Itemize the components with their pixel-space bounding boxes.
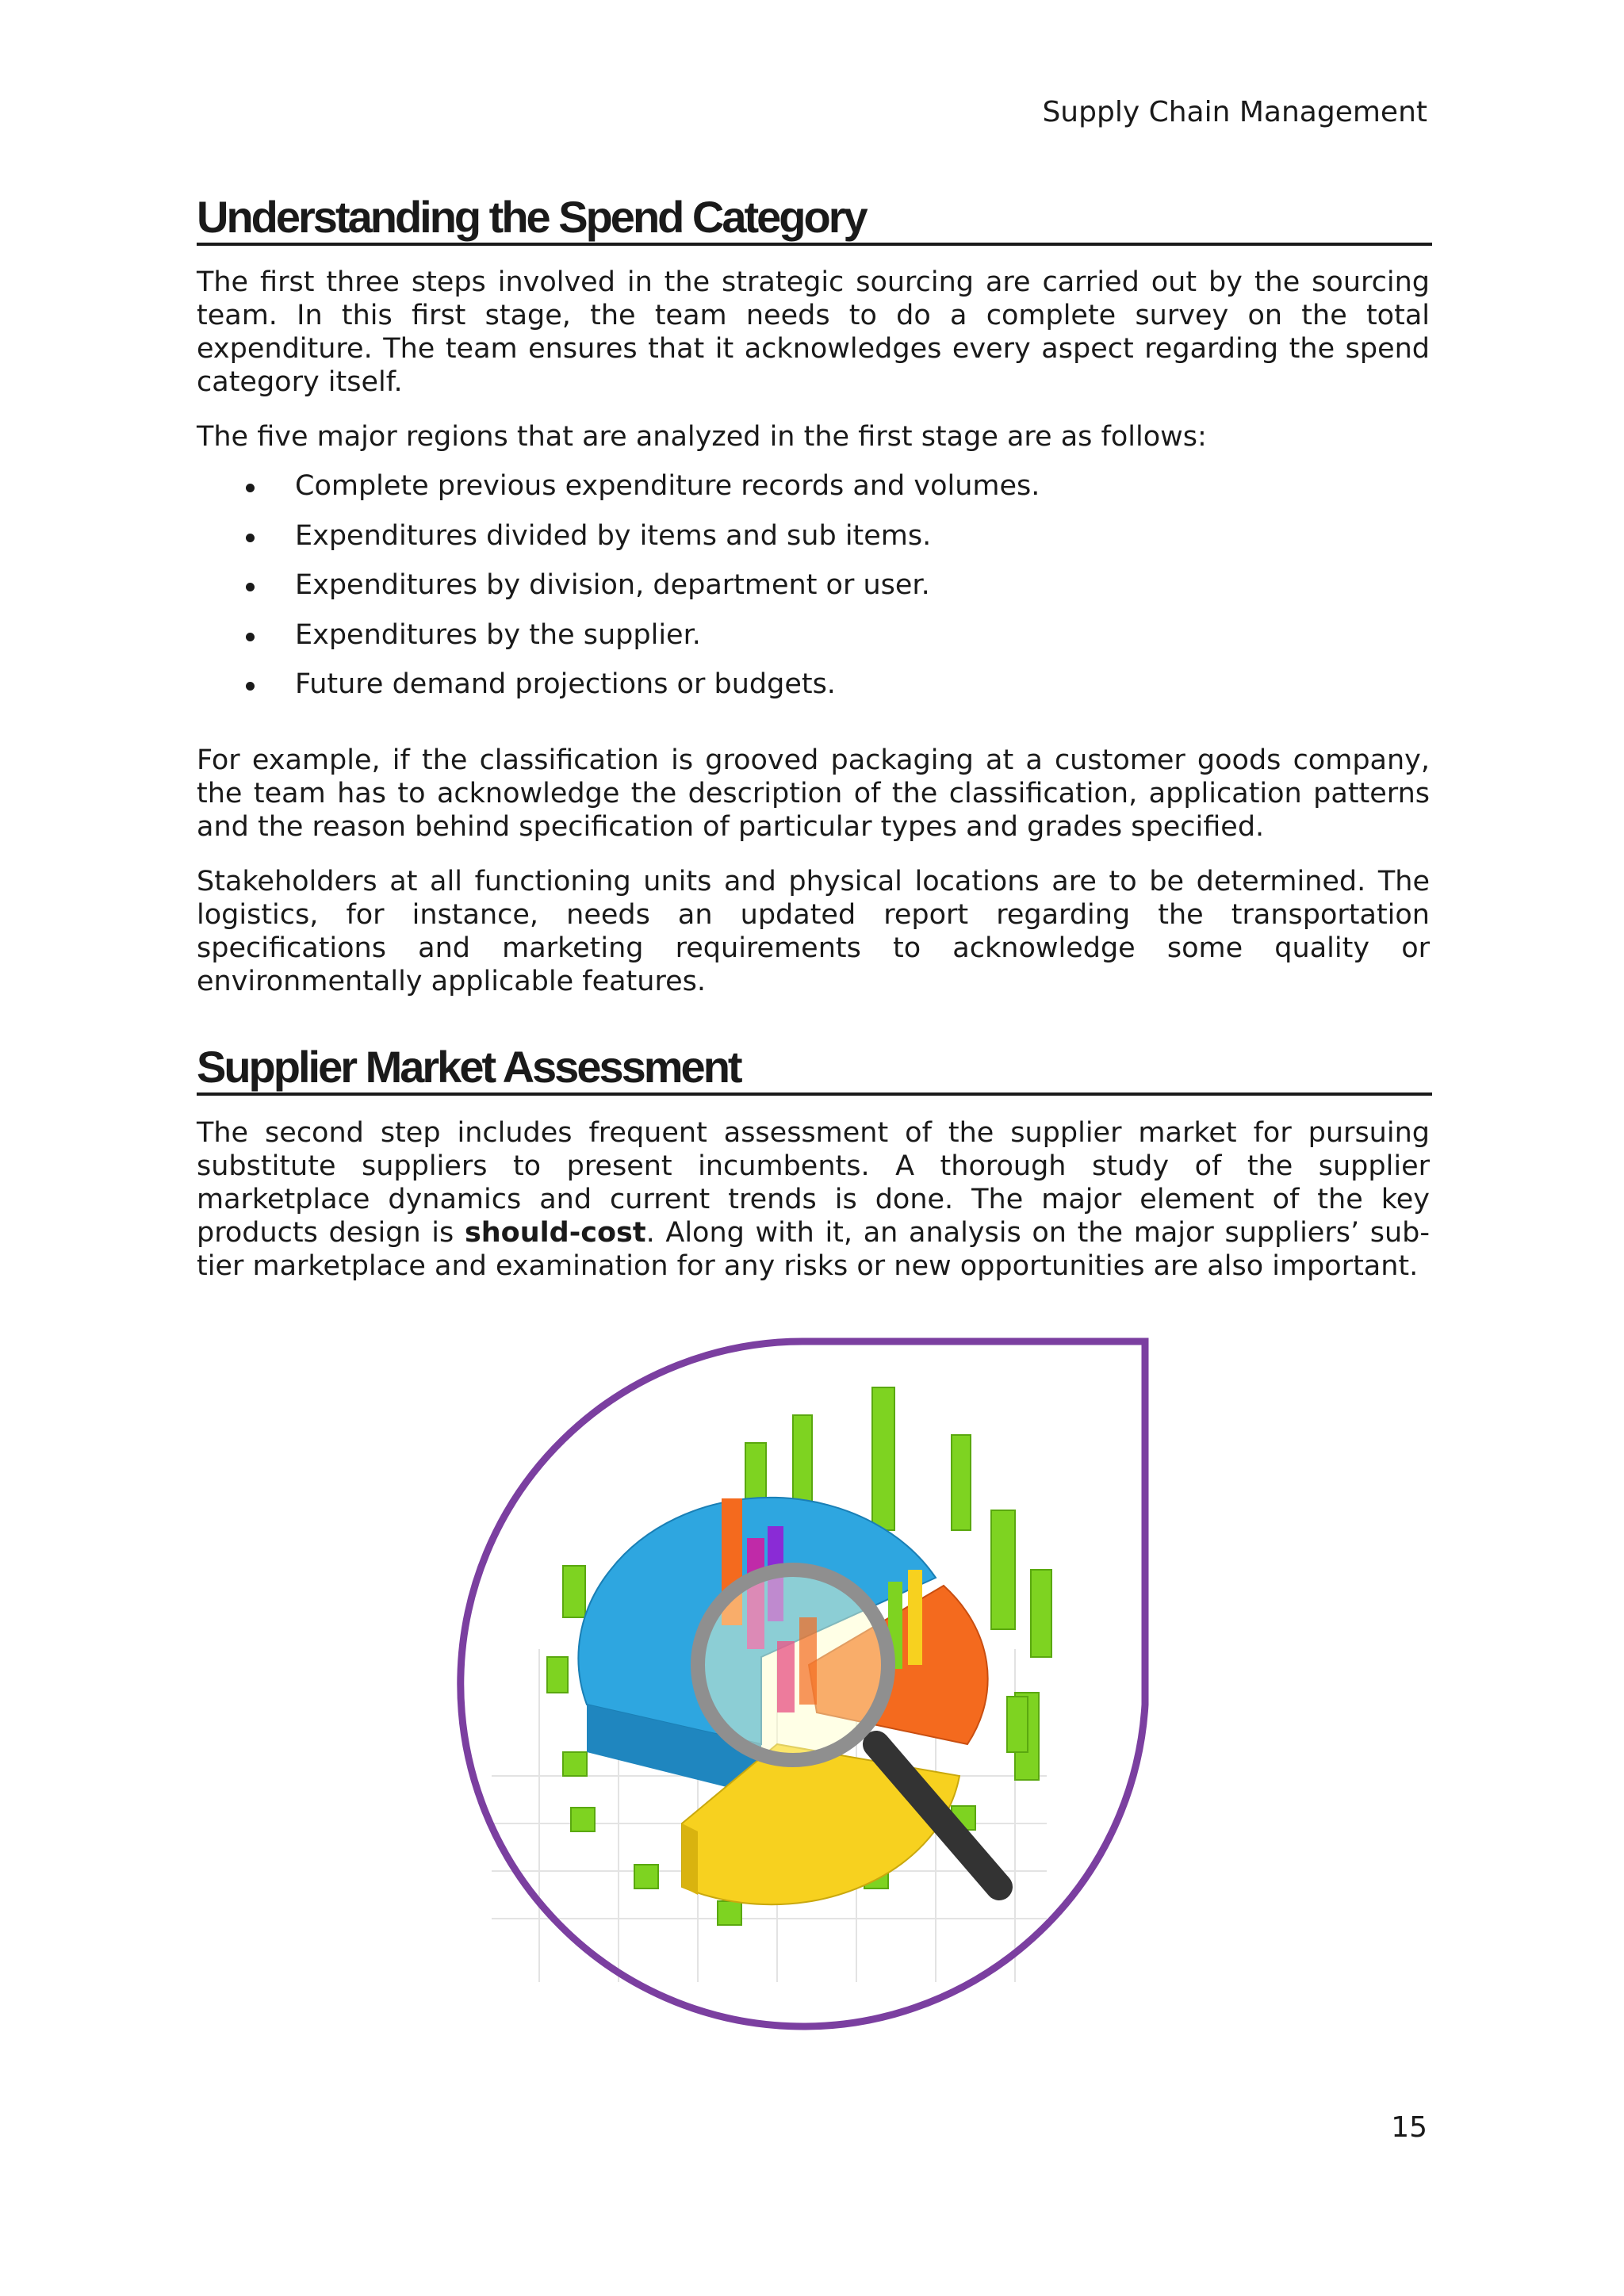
pie-side-yellow	[682, 1823, 698, 1895]
list-item	[197, 469, 1430, 519]
running-header: Supply Chain Management	[1042, 96, 1427, 128]
section-heading-supplier-market: Supplier Market Assessment	[197, 1042, 1432, 1096]
list-item	[197, 618, 1430, 668]
expenditure-list	[197, 469, 1430, 718]
list-item-text: Expenditures by division, department or user.	[295, 569, 930, 601]
section-heading-spend-category: Understanding the Spend Category	[197, 192, 1432, 246]
bullet-icon	[246, 682, 255, 691]
list-item-text: Expenditures divided by items and sub items.	[295, 519, 932, 552]
list-item	[197, 668, 1430, 718]
yellow-bar-small	[908, 1570, 922, 1665]
list-item-text: Expenditures by the supplier.	[295, 618, 701, 651]
bullet-icon	[246, 583, 255, 591]
bullet-icon	[246, 633, 255, 641]
list-item-text: Complete previous expenditure records and volumes.	[295, 470, 1040, 502]
paragraph-supplier-market	[197, 1116, 1430, 1283]
list-item	[197, 568, 1430, 618]
pie-chart-magnifier-icon	[444, 1332, 1158, 2045]
magnified-bar	[799, 1617, 817, 1705]
paragraph-text: The second step includes frequent assessment of the supplier market for pursuing substitute suppliers to present incumbents. A thorough study of the supplier marketplace dynamics and current trends is done. The major element of the key products design is	[197, 1117, 1430, 1249]
page-number: 15	[1391, 2111, 1427, 2144]
paragraph-sourcing-team: The first three steps involved in the strategic sourcing are carried out by the sourcing team. In this first stage, the team needs to do a complete survey on the total expenditure. The team ensures that it acknowledges every aspect regarding the spend category itself.	[197, 266, 1430, 398]
paragraph-stakeholders: Stakeholders at all functioning units and physical locations are to be determined. The logistics, for instance, needs an updated report regarding the transportation specifications and marketing requirements to acknowledge some quality or environmentally applicable features.	[197, 866, 1430, 997]
paragraph-text: . Along with it, an analysis on the major suppliers’ sub-tier marketplace and examination for any risks or new opportunities are also important.	[197, 1217, 1431, 1282]
list-item	[197, 519, 1430, 569]
paragraph-classification-example: For example, if the classification is grooved packaging at a customer goods company, the team has to acknowledge the description of the classification, application patterns and the reason behind specification of particular types and grades specified.	[197, 744, 1430, 843]
market-analysis-illustration	[444, 1332, 1158, 2045]
bullet-icon	[246, 484, 255, 492]
paragraph-five-regions: The five major regions that are analyzed in the first stage are as follows:	[197, 421, 1207, 453]
should-cost-term: should-cost	[464, 1217, 646, 1249]
magnified-bar	[777, 1641, 795, 1712]
list-item-text: Future demand projections or budgets.	[295, 668, 836, 700]
bullet-icon	[246, 534, 255, 542]
